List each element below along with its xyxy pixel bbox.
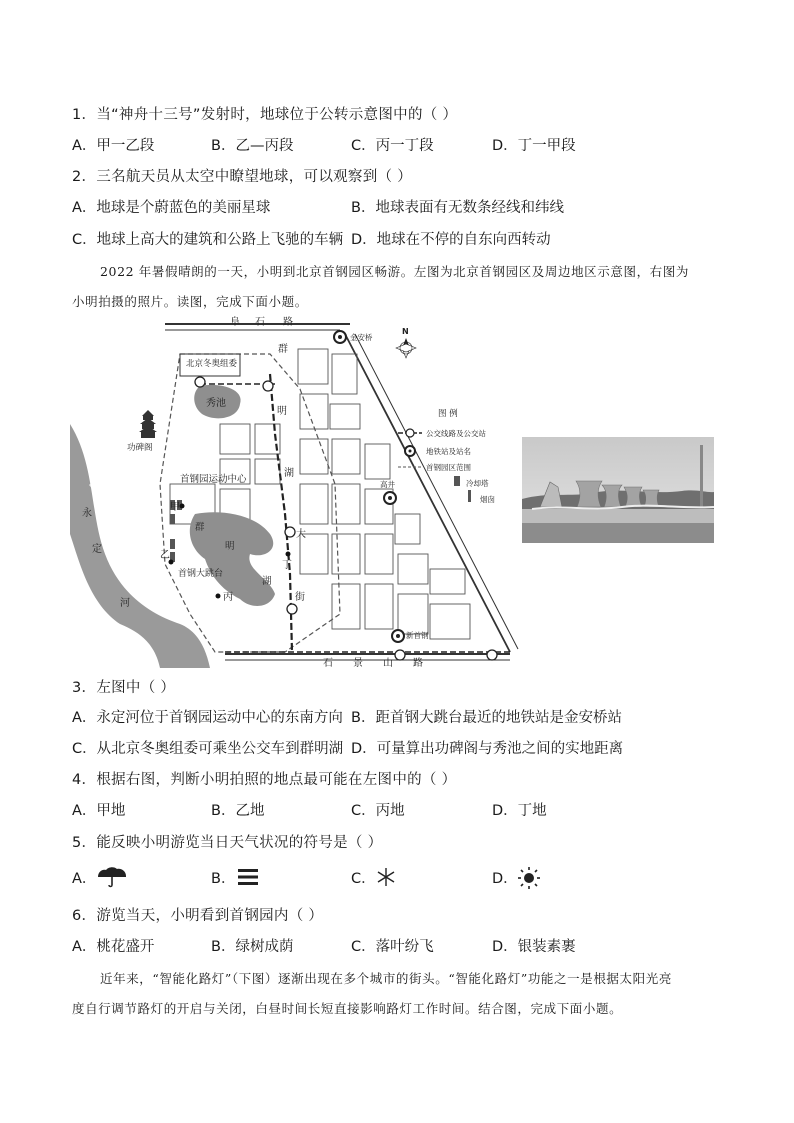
map-label-jinanqiao: 金安桥 (350, 333, 373, 342)
map-road-da: 大 (296, 529, 306, 540)
shougang-park-map (70, 314, 520, 668)
q6-option-b[interactable]: B．绿树成荫 (211, 939, 294, 955)
point-ding-marker (286, 552, 291, 557)
map-label-qun: 群 (195, 522, 205, 533)
map-label-xinshougang: 新首钢 (406, 631, 429, 640)
map-label-he: 河 (120, 598, 130, 609)
map-label-gaojing: 高井 (380, 480, 395, 489)
q1-option-a[interactable]: A．甲一乙段 (72, 138, 155, 154)
east-diagonal-road-edge (355, 334, 518, 649)
q1-option-d[interactable]: D．丁一甲段 (492, 138, 576, 154)
q2-option-a[interactable]: A．地球是个蔚蓝色的美丽星球 (72, 200, 271, 216)
rain-cloud-icon (96, 866, 128, 888)
passage-2-line-1: 近年来，“智能化路灯”（下图）逐渐出现在多个城市的街头。“智能化路灯”功能之一是根据太阳光亮 (100, 971, 672, 986)
legend-subway: 地铁站及站名 (426, 447, 471, 456)
sun-icon (517, 866, 541, 890)
map-label-winter-olympics: 北京冬奥组委 (186, 359, 238, 369)
map-road-qun: 群 (278, 344, 288, 355)
map-road-lu: 路 (283, 317, 293, 328)
q5-option-c[interactable]: C． (351, 871, 376, 887)
map-point-ding: 丁 (282, 560, 292, 571)
q5-option-a[interactable]: A． (72, 871, 97, 887)
point-bing-marker (216, 594, 221, 599)
legend-title: 图 例 (438, 409, 458, 419)
map-road-lu2: 路 (413, 658, 423, 668)
q4-option-a[interactable]: A．甲地 (72, 803, 126, 819)
map-road-shan: 山 (383, 658, 393, 668)
compass-rose (396, 338, 416, 358)
question-6-stem: 6．游览当天，小明看到首钢园内（ ） (72, 908, 324, 924)
question-2-stem: 2．三名航天员从太空中瞭望地球，可以观察到（ ） (72, 169, 413, 185)
passage-2-line-2: 度自行调节路灯的开启与关闭，白昼时间长短直接影响路灯工作时间。结合图，完成下面小题。 (72, 1001, 623, 1016)
map-label-hu: 湖 (262, 576, 272, 587)
map-road-hu: 湖 (284, 468, 294, 479)
map-road-shi: 石 (255, 317, 265, 328)
question-3-stem: 3．左图中（ ） (72, 680, 176, 696)
map-road-jing: 景 (353, 658, 363, 668)
q4-option-d[interactable]: D．丁地 (492, 803, 547, 819)
q3-option-c[interactable]: C．从北京冬奥组委可乘坐公交车到群明湖 (72, 741, 344, 757)
passage-1-line-1: 2022 年暑假晴朗的一天，小明到北京首钢园区畅游。左图为北京首钢园区及周边地区示意图，右图为 (100, 264, 689, 279)
legend-bus: 公交线路及公交站 (426, 429, 486, 438)
map-label-yong: 永 (82, 508, 92, 519)
point-jia-marker (180, 504, 185, 509)
passage-1-line-2: 小明拍摄的照片。读图，完成下面小题。 (72, 294, 308, 309)
legend-cooling-tower: 冷却塔 (466, 479, 489, 488)
q6-option-a[interactable]: A．桃花盛开 (72, 939, 155, 955)
q6-option-c[interactable]: C．落叶纷飞 (351, 939, 434, 955)
question-1-stem: 1．当“神舟十三号”发射时，地球位于公转示意图中的（ ） (72, 107, 458, 123)
map-label-ming: 明 (225, 541, 235, 552)
q2-option-d[interactable]: D．地球在不停的自东向西转动 (351, 232, 551, 248)
q4-option-c[interactable]: C．丙地 (351, 803, 405, 819)
map-point-bing: 丙 (223, 592, 233, 603)
q2-option-c[interactable]: C．地球上高大的建筑和公路上飞驰的车辆 (72, 232, 344, 248)
question-5-stem: 5．能反映小明游览当日天气状况的符号是（ ） (72, 835, 383, 851)
legend-park-boundary: 首钢园区范围 (426, 463, 471, 472)
yongding-river (70, 424, 210, 668)
map-point-jia: 甲 (170, 502, 180, 513)
map-road-ming: 明 (277, 406, 287, 417)
map-road-shi2: 石 (323, 658, 333, 668)
map-label-sports-center: 首钢园运动中心 (180, 474, 247, 485)
q3-option-b[interactable]: B．距首钢大跳台最近的地铁站是金安桥站 (351, 710, 622, 726)
map-label-ding: 定 (92, 544, 102, 555)
map-label-xiuchi: 秀池 (206, 398, 226, 409)
q4-option-b[interactable]: B．乙地 (211, 803, 265, 819)
q3-option-a[interactable]: A．永定河位于首钢园运动中心的东南方向 (72, 710, 343, 726)
question-4-stem: 4．根据右图，判断小明拍照的地点最可能在左图中的（ ） (72, 772, 457, 788)
gongbei-pagoda (139, 410, 157, 438)
map-road-jie: 街 (295, 592, 305, 603)
legend-chimney: 烟囱 (480, 495, 495, 504)
q1-option-c[interactable]: C．丙一丁段 (351, 138, 434, 154)
q5-option-d[interactable]: D． (492, 871, 518, 887)
q2-option-b[interactable]: B．地球表面有无数条经线和纬线 (351, 200, 564, 216)
q3-option-d[interactable]: D．可量算出功碑阁与秀池之间的实地距离 (351, 741, 624, 757)
map-road-fu: 阜 (230, 317, 240, 328)
q1-option-b[interactable]: B．乙—丙段 (211, 138, 294, 154)
q6-option-d[interactable]: D．银装素裹 (492, 939, 576, 955)
snow-icon (375, 866, 397, 888)
shougang-photo (522, 437, 714, 543)
q5-option-b[interactable]: B． (211, 871, 236, 887)
east-diagonal-road (345, 334, 510, 652)
map-label-gongbei: 功碑阁 (127, 443, 153, 453)
compass-north-label: N (402, 327, 409, 336)
fog-icon (236, 868, 260, 886)
map-label-ski-jump: 首钢大跳台 (178, 569, 224, 579)
map-point-yi: 乙 (160, 550, 170, 561)
